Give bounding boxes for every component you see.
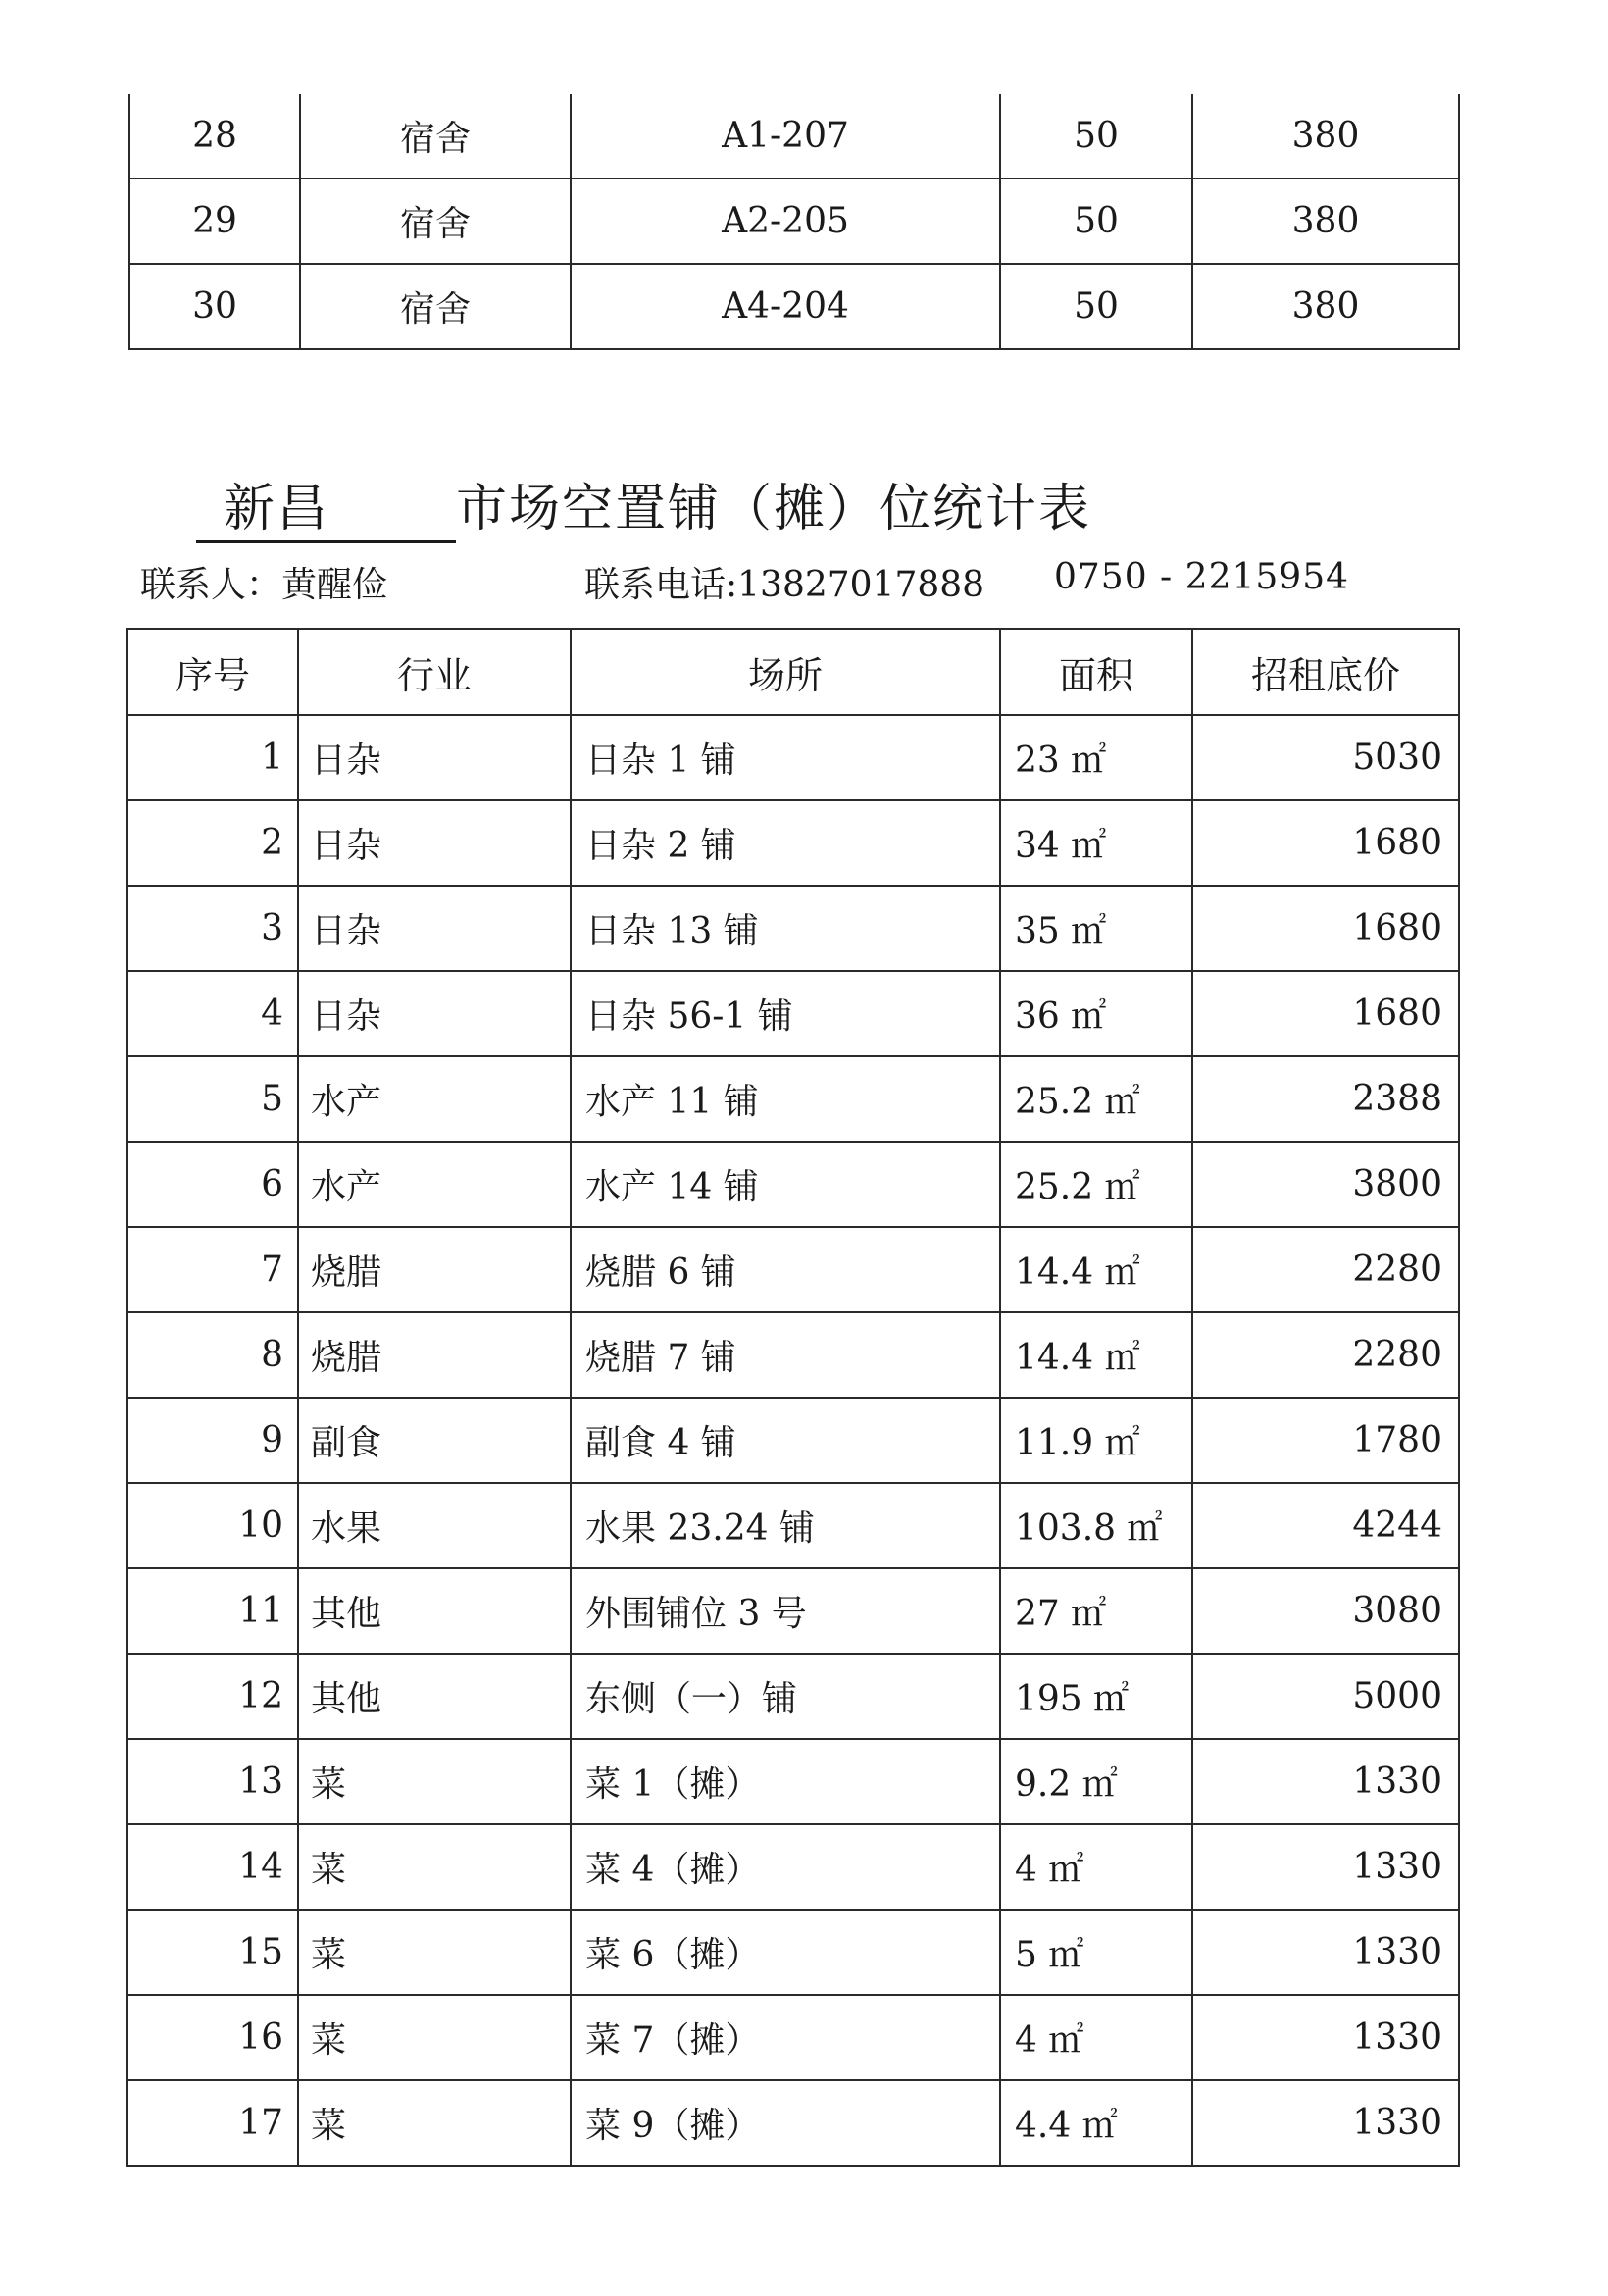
table-row	[127, 1142, 1459, 1227]
cell-area: 5 ㎡	[1000, 1910, 1192, 1995]
cell-price: 5030	[1192, 715, 1459, 800]
cell-price: 1330	[1192, 1824, 1459, 1910]
cell-location: 水果 23.24 铺	[571, 1483, 1000, 1568]
table-row	[127, 2080, 1459, 2166]
title-suffix: 市场空置铺（摊）位统计表	[456, 480, 1092, 538]
cell-industry: 副食	[298, 1398, 571, 1483]
cell-type: 宿舍	[300, 264, 571, 349]
cell-seq: 13	[127, 1739, 298, 1824]
table-row	[127, 971, 1459, 1056]
cell-price: 1680	[1192, 886, 1459, 971]
cell-location: 菜 6（摊）	[571, 1910, 1000, 1995]
cell-price: 1330	[1192, 2080, 1459, 2166]
table-row	[127, 1739, 1459, 1824]
cell-location: 东侧（一）铺	[571, 1654, 1000, 1739]
cell-price: 5000	[1192, 1654, 1459, 1739]
cell-seq: 17	[127, 2080, 298, 2166]
cell-area: 4 ㎡	[1000, 1995, 1192, 2080]
cell-location: 副食 4 铺	[571, 1398, 1000, 1483]
cell-seq: 5	[127, 1056, 298, 1142]
cell-price: 4244	[1192, 1483, 1459, 1568]
cell-room: A1-207	[571, 94, 1000, 179]
cell-industry: 日杂	[298, 800, 571, 886]
cell-seq: 15	[127, 1910, 298, 1995]
cell-seq: 6	[127, 1142, 298, 1227]
cell-price: 380	[1192, 264, 1459, 349]
contact-person: 联系人：黄醒俭	[140, 565, 388, 605]
cell-seq: 1	[127, 715, 298, 800]
cell-location: 烧腊 6 铺	[571, 1227, 1000, 1312]
cell-area: 195 ㎡	[1000, 1654, 1192, 1739]
table-row	[127, 715, 1459, 800]
table-row	[129, 94, 1459, 179]
header-location: 场所	[571, 629, 1000, 715]
header-area: 面积	[1000, 629, 1192, 715]
cell-price: 2280	[1192, 1227, 1459, 1312]
table-row	[127, 886, 1459, 971]
header-industry: 行业	[298, 629, 571, 715]
cell-seq: 2	[127, 800, 298, 886]
vacant-stalls-table	[126, 628, 1460, 2167]
table-header-row	[127, 629, 1459, 715]
table-row	[127, 1398, 1459, 1483]
header-price: 招租底价	[1192, 629, 1459, 715]
cell-price: 2388	[1192, 1056, 1459, 1142]
dormitory-table	[128, 94, 1460, 350]
cell-type: 宿舍	[300, 179, 571, 264]
table-row	[127, 1056, 1459, 1142]
cell-seq: 28	[129, 94, 300, 179]
cell-area: 4 ㎡	[1000, 1824, 1192, 1910]
table-row	[127, 800, 1459, 886]
cell-room: A4-204	[571, 264, 1000, 349]
header-seq: 序号	[127, 629, 298, 715]
table-row	[129, 264, 1459, 349]
cell-area: 50	[1000, 94, 1192, 179]
cell-area: 35 ㎡	[1000, 886, 1192, 971]
cell-price: 380	[1192, 94, 1459, 179]
cell-seq: 12	[127, 1654, 298, 1739]
cell-location: 水产 14 铺	[571, 1142, 1000, 1227]
cell-price: 1680	[1192, 971, 1459, 1056]
cell-location: 菜 7（摊）	[571, 1995, 1000, 2080]
cell-location: 日杂 1 铺	[571, 715, 1000, 800]
cell-price: 1330	[1192, 1739, 1459, 1824]
cell-location: 菜 9（摊）	[571, 2080, 1000, 2166]
cell-seq: 30	[129, 264, 300, 349]
cell-area: 11.9 ㎡	[1000, 1398, 1192, 1483]
cell-location: 日杂 2 铺	[571, 800, 1000, 886]
cell-area: 36 ㎡	[1000, 971, 1192, 1056]
cell-seq: 9	[127, 1398, 298, 1483]
cell-area: 25.2 ㎡	[1000, 1142, 1192, 1227]
cell-location: 菜 1（摊）	[571, 1739, 1000, 1824]
cell-industry: 日杂	[298, 886, 571, 971]
cell-seq: 4	[127, 971, 298, 1056]
cell-industry: 菜	[298, 2080, 571, 2166]
table-row	[127, 1227, 1459, 1312]
cell-price: 1780	[1192, 1398, 1459, 1483]
cell-price: 3800	[1192, 1142, 1459, 1227]
cell-location: 水产 11 铺	[571, 1056, 1000, 1142]
cell-location: 外围铺位 3 号	[571, 1568, 1000, 1654]
cell-seq: 14	[127, 1824, 298, 1910]
cell-location: 日杂 56-1 铺	[571, 971, 1000, 1056]
cell-industry: 日杂	[298, 715, 571, 800]
cell-price: 3080	[1192, 1568, 1459, 1654]
cell-industry: 其他	[298, 1568, 571, 1654]
cell-location: 烧腊 7 铺	[571, 1312, 1000, 1398]
cell-industry: 菜	[298, 1910, 571, 1995]
cell-price: 380	[1192, 179, 1459, 264]
cell-room: A2-205	[571, 179, 1000, 264]
cell-area: 34 ㎡	[1000, 800, 1192, 886]
cell-industry: 烧腊	[298, 1312, 571, 1398]
cell-price: 1680	[1192, 800, 1459, 886]
table-row	[129, 179, 1459, 264]
cell-industry: 水产	[298, 1142, 571, 1227]
cell-location: 日杂 13 铺	[571, 886, 1000, 971]
cell-location: 菜 4（摊）	[571, 1824, 1000, 1910]
cell-industry: 烧腊	[298, 1227, 571, 1312]
cell-price: 1330	[1192, 1995, 1459, 2080]
cell-price: 2280	[1192, 1312, 1459, 1398]
table-row	[127, 1824, 1459, 1910]
cell-area: 50	[1000, 264, 1192, 349]
table-row	[127, 1312, 1459, 1398]
cell-price: 1330	[1192, 1910, 1459, 1995]
cell-seq: 3	[127, 886, 298, 971]
cell-area: 9.2 ㎡	[1000, 1739, 1192, 1824]
page-title	[196, 467, 1091, 543]
cell-area: 14.4 ㎡	[1000, 1312, 1192, 1398]
table-row	[127, 1483, 1459, 1568]
cell-area: 25.2 ㎡	[1000, 1056, 1192, 1142]
cell-industry: 菜	[298, 1739, 571, 1824]
table-row	[127, 1910, 1459, 1995]
cell-seq: 16	[127, 1995, 298, 2080]
cell-area: 14.4 ㎡	[1000, 1227, 1192, 1312]
cell-seq: 10	[127, 1483, 298, 1568]
cell-area: 27 ㎡	[1000, 1568, 1192, 1654]
cell-industry: 水果	[298, 1483, 571, 1568]
cell-industry: 其他	[298, 1654, 571, 1739]
market-name: 新昌	[196, 467, 456, 543]
table-row	[127, 1654, 1459, 1739]
cell-industry: 日杂	[298, 971, 571, 1056]
cell-area: 23 ㎡	[1000, 715, 1192, 800]
cell-area: 50	[1000, 179, 1192, 264]
cell-industry: 水产	[298, 1056, 571, 1142]
contact-phone-landline: 0750 - 2215954	[1054, 557, 1349, 597]
cell-seq: 8	[127, 1312, 298, 1398]
cell-area: 103.8 ㎡	[1000, 1483, 1192, 1568]
cell-area: 4.4 ㎡	[1000, 2080, 1192, 2166]
cell-type: 宿舍	[300, 94, 571, 179]
cell-seq: 7	[127, 1227, 298, 1312]
cell-industry: 菜	[298, 1995, 571, 2080]
cell-seq: 29	[129, 179, 300, 264]
contact-phone: 联系电话:13827017888	[584, 565, 985, 605]
cell-seq: 11	[127, 1568, 298, 1654]
table-row	[127, 1995, 1459, 2080]
table-row	[127, 1568, 1459, 1654]
cell-industry: 菜	[298, 1824, 571, 1910]
